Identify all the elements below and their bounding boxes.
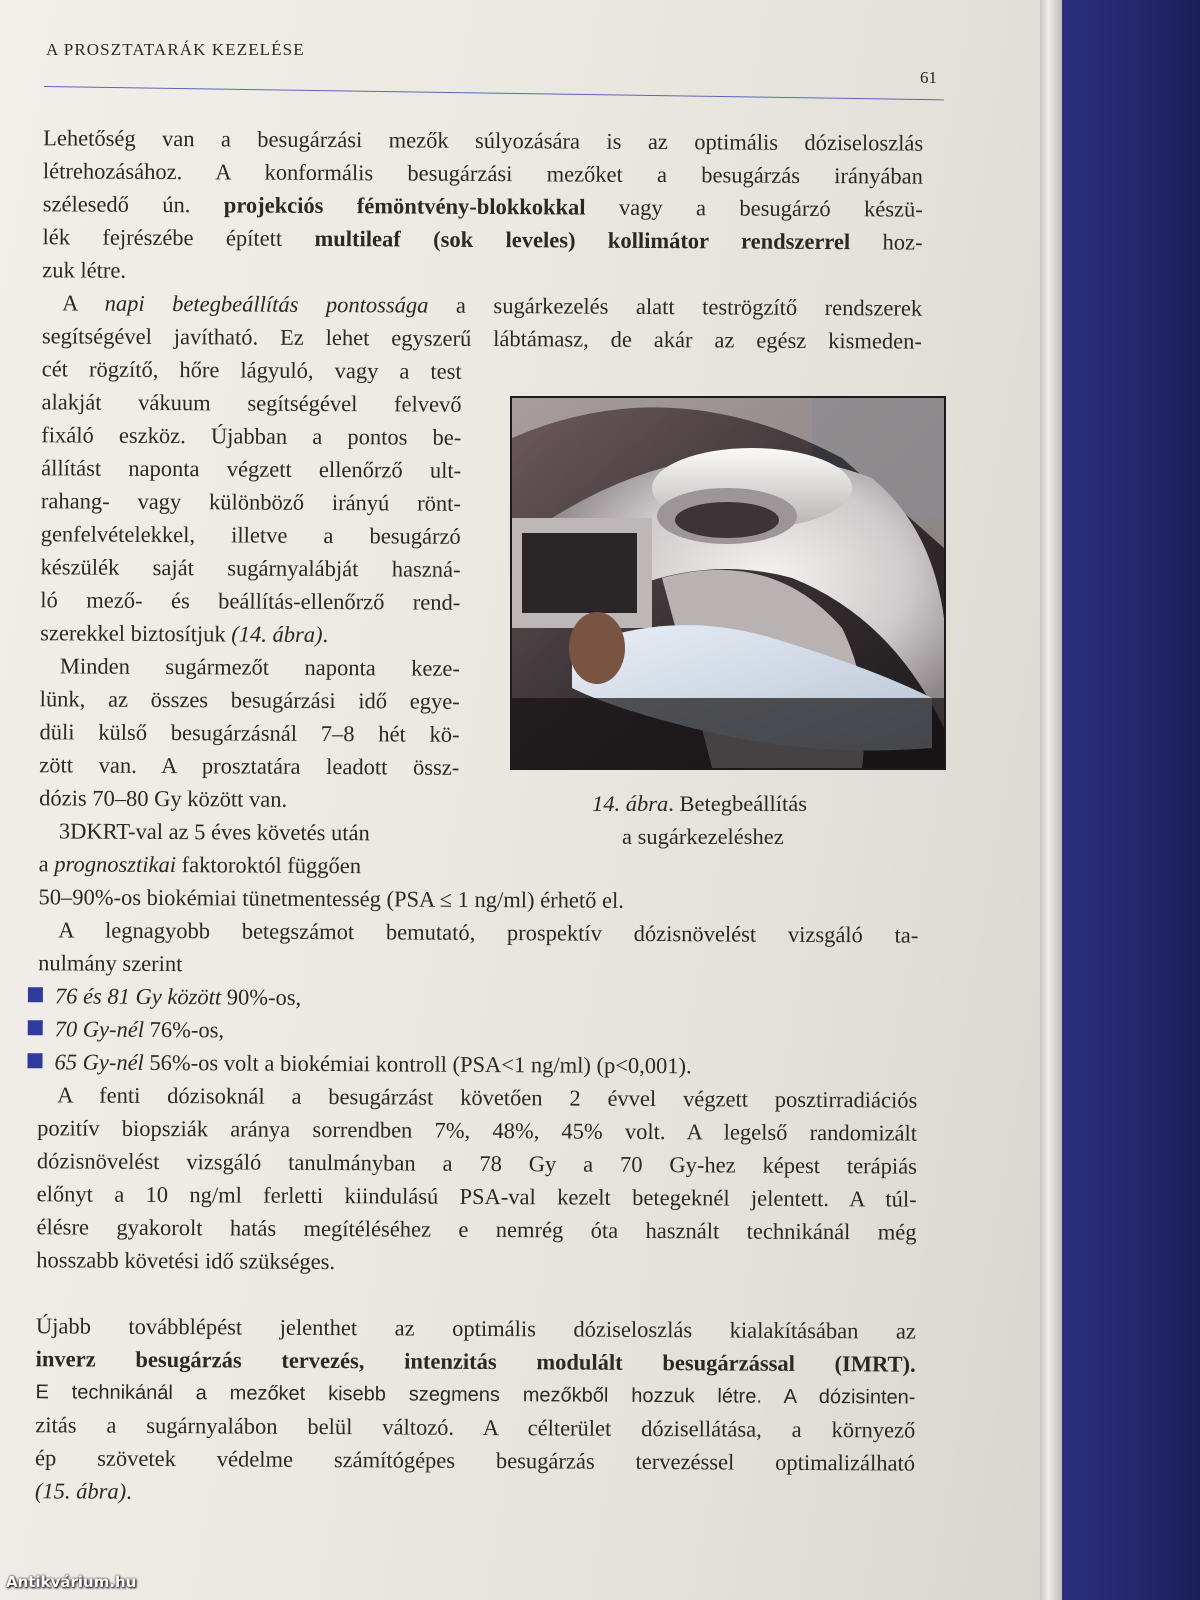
bullet-term: 76 és 81 Gy között: [54, 983, 222, 1010]
text-line: 3DKRT-val az 5 éves követés után: [58, 818, 370, 846]
text-run: vagy a besugárzó készü-: [585, 194, 923, 222]
text-line: [35, 1477, 132, 1506]
text-line: zött van. A prosztatára leadott össz-: [39, 752, 460, 780]
bullet-text: 90%-os,: [221, 984, 302, 1010]
square-bullet-icon: [27, 1053, 42, 1068]
text-line: fixáló eszköz. Újabban a pontos be-: [41, 422, 462, 450]
watermark: Antikvárium.hu: [6, 1573, 137, 1591]
text-line: düli külső besugárzásnál 7–8 hét kö-: [39, 719, 460, 747]
text-line: [42, 223, 922, 256]
text-line: genfelvételekkel, illetve a besugárzó: [40, 521, 461, 549]
text-line: A fenti dózisoknál a besugárzást követően 2 évvel végzett posztirradiációs: [57, 1082, 918, 1113]
figure-caption-line-2: a sugárkezeléshez: [622, 824, 784, 849]
text-line: rahang- vagy különböző irányú rönt-: [40, 488, 462, 516]
text-line: segítségével javítható. Ez lehet egyszerű lábtámasz, de akár az egész kismeden-: [41, 323, 923, 354]
text-line: ló mező- és beállítás-ellenőrző rend-: [40, 587, 461, 615]
text-line: Lehetőség van a besugárzási mezők súlyozására is az optimális dóziseloszlás: [43, 125, 924, 156]
text-line: dózis 70–80 Gy között van.: [39, 785, 288, 812]
figure-reference: (14. ábra): [231, 621, 323, 647]
bullet-term: 70 Gy-nél: [54, 1016, 145, 1042]
bullet-item: [28, 982, 301, 1012]
text-line: lünk, az összes besugárzási idő egye-: [39, 686, 460, 714]
text-line: ép szövetek védelme számítógépes besugárzás tervezéssel optimalizálható: [35, 1445, 916, 1476]
text-line: Újabb továbblépést jelenthet az optimális dóziseloszlás kialakításában az: [35, 1313, 916, 1344]
italic-term: napi betegbeállítás pontossága: [104, 290, 429, 318]
text-line: állítást naponta végzett ellenőrző ult-: [41, 455, 462, 483]
text-line: [39, 850, 361, 880]
bullet-text: 56%-os volt a biokémiai kontroll (PSA<1 ng/ml) (p<0,001).: [143, 1049, 692, 1079]
bullet-item: [27, 1048, 691, 1080]
text-line: pozitív biopsziák aránya sorrendben 7%, 48%, 45% volt. A legelső randomizált: [37, 1115, 918, 1146]
bold-line: [36, 1345, 916, 1378]
caption-text: . Betegbeállítás: [668, 791, 807, 816]
text-run: lék fejrészébe épített: [42, 224, 315, 251]
text-line: 50–90%-os biokémiai tünetmentesség (PSA ≤ 1 ng/ml) érhető el.: [38, 884, 624, 913]
text-run: szélesedő ún.: [42, 191, 224, 218]
figure-label: 14. ábra: [592, 791, 669, 816]
bold-term: projekciós fémöntvény-blokkokkal: [223, 192, 586, 220]
figure-photo: [510, 396, 946, 770]
text-line: alakját vákuum segítségével felvevő: [41, 389, 462, 417]
text-line: [62, 289, 922, 322]
square-bullet-icon: [28, 987, 43, 1002]
running-head: A PROSZTATARÁK KEZELÉSE: [46, 40, 305, 59]
figure-reference: (15. ábra): [34, 1478, 127, 1504]
italic-term: prognosztikai: [54, 851, 177, 878]
text-run: .: [126, 1478, 132, 1504]
text-line: A legnagyobb betegszámot bemutató, prospektív dózisnövelést vizsgáló ta-: [58, 917, 919, 948]
bullet-term: 65 Gy-nél: [54, 1049, 144, 1075]
text-run: faktoroktól függően: [175, 852, 362, 879]
text-line: zuk létre.: [42, 257, 127, 283]
text-line: E technikánál a mezőket kisebb szegmens mezőkből hozzuk létre. A dózisinten-: [35, 1381, 916, 1409]
text-line: Minden sugármezőt naponta keze-: [59, 653, 461, 681]
bold-term: inverz besugárzás tervezés, intenzitás modulált besugárzással (IMRT).: [35, 1346, 916, 1377]
text-line: nulmány szerint: [38, 950, 183, 977]
text-run: szerekkel biztosítjuk: [40, 620, 232, 647]
figure-caption: [592, 790, 807, 818]
bullet-text: 76%-os,: [143, 1016, 225, 1043]
text-line: létrehozásához. A konformális besugárzási mezőket a besugárzás irányában: [42, 158, 924, 189]
text-run: hoz-: [850, 229, 923, 255]
linac-photo-illustration: [512, 398, 944, 768]
text-line: [43, 190, 923, 223]
book-cover-strip: [1062, 0, 1200, 1600]
text-run: a sugárkezelés alatt teströgzítő rendszerek: [428, 292, 923, 321]
bold-term: multileaf (sok leveles) kollimátor rendszerrel: [314, 225, 851, 255]
page-edge: [1040, 0, 1062, 1600]
text-line: előnyt a 10 ng/ml ferletti kiindulású PSA-val kezelt betegeknél jelentett. A túl-: [36, 1181, 917, 1212]
text-run: .: [322, 621, 329, 648]
bullet-item: [28, 1015, 225, 1044]
text-run: a: [38, 851, 55, 877]
text-line: zitás a sugárnyalábon belül változó. A célterület dózisellátása, a környező: [35, 1412, 916, 1443]
text-line: hosszabb követési idő szükséges.: [36, 1247, 336, 1275]
page-number: 61: [920, 68, 937, 87]
text-line: dózisnövelést vizsgáló tanulmányban a 78 Gy a 70 Gy-hez képest terápiás: [36, 1148, 917, 1179]
square-bullet-icon: [28, 1020, 43, 1035]
text-line: [40, 619, 328, 649]
text-line: cét rögzítő, hőre lágyuló, vagy a test: [41, 356, 462, 384]
text-run: A: [62, 290, 105, 316]
text-line: készülék saját sugárnyalábját haszná-: [40, 554, 461, 582]
text-line: élésre gyakorolt hatás megítéléséhez e nemrég óta használt technikánál még: [36, 1214, 917, 1245]
